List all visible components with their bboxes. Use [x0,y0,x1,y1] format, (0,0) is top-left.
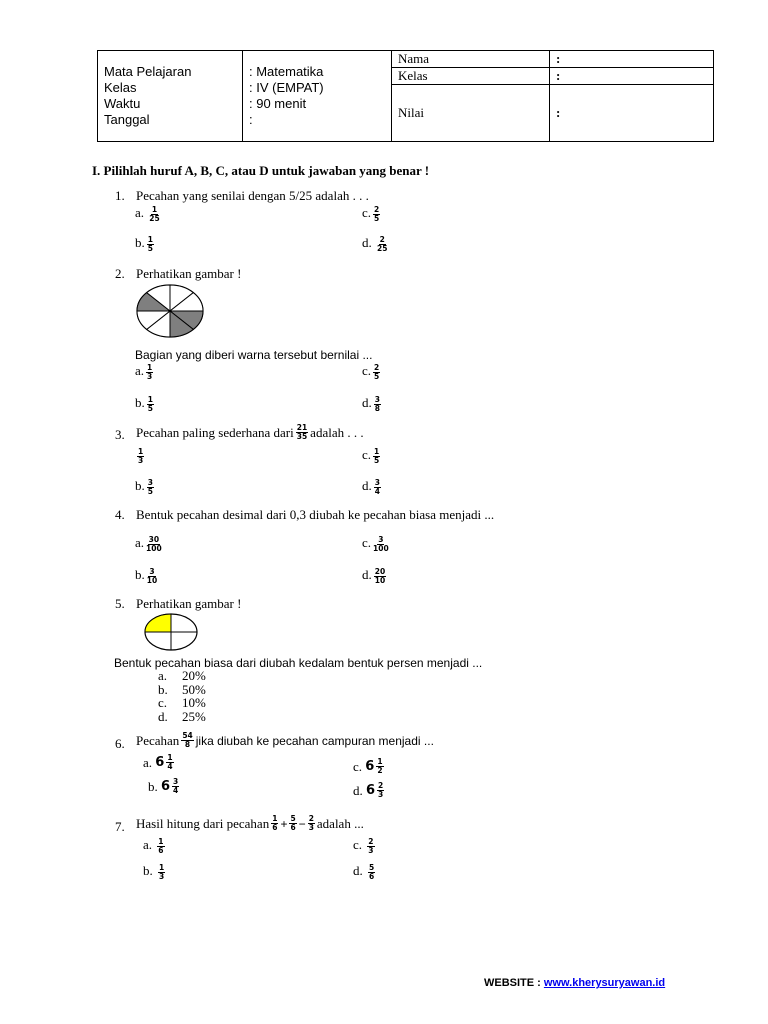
q5-b-label: b. [158,681,168,697]
q6-frac-den: 8 [184,740,191,749]
q6-frac-num: 54 [182,731,193,740]
q3-d-den: 4 [374,486,380,496]
q7-text-post: adalah ... [316,815,364,831]
q5-option-d[interactable] [158,710,206,724]
q2-circle-figure [134,283,206,339]
q5-option-a[interactable] [158,669,206,683]
q3-frac-den: 35 [296,432,308,441]
q4-c-den: 100 [373,543,389,553]
q1-c-num: 2 [374,204,380,214]
q7-e3-den: 3 [308,823,314,832]
q7-a-den: 6 [158,845,164,855]
q1-b-label: b. [135,235,145,250]
section-title: I. Pilihlah huruf A, B, C, atau D untuk jawaban yang benar ! [92,163,430,178]
q5-option-b[interactable] [158,683,206,697]
q2-c-den: 5 [374,371,380,381]
q1-d-den: 25 [377,243,388,253]
q6-a-den: 4 [167,762,173,771]
q7-d-den: 6 [369,871,375,881]
nama-field[interactable]: : [550,51,714,68]
q7-d-num: 5 [369,862,375,872]
q2-number: 2. [115,266,125,281]
q7-a-num: 1 [158,836,164,846]
q4-a-den: 100 [146,543,162,553]
q7-b-den: 3 [159,871,165,881]
footer [484,977,665,989]
q2-a-num: 1 [147,362,153,372]
q4-d-num: 20 [374,566,386,576]
q6-b-num: 3 [173,777,179,786]
q5-option-c[interactable] [158,696,206,710]
q5-text2: Bentuk pecahan biasa dari diubah kedalam bentuk persen menjadi ... [114,656,483,670]
q3-a-den: 3 [138,455,144,465]
q7-e2-den: 6 [290,823,296,832]
q1-c-den: 5 [374,213,380,223]
q7-e1-num: 1 [272,814,278,823]
q5-options [158,669,206,723]
q6-b-label: b. [148,778,158,794]
label-waktu: Waktu [104,96,141,111]
q7-text-pre: Hasil hitung dari pecahan [136,815,270,831]
q5-c-value: 10% [182,695,206,710]
q6-c-num: 1 [377,757,383,766]
q4-option-a[interactable] [135,535,164,553]
q2-option-c[interactable] [362,363,382,381]
q4-a-num: 30 [148,534,160,544]
q7-b-label: b. [143,863,153,878]
q2-d-label: d. [362,395,372,410]
q7-number: 7. [115,819,125,834]
q7-option-a[interactable] [143,837,167,855]
value-waktu: : 90 menit [249,96,307,111]
q4-d-den: 10 [374,575,386,585]
kelas-field[interactable]: : [550,68,714,85]
q3-option-b[interactable] [135,478,156,496]
q6-number: 6. [115,736,125,751]
q2-a-label: a. [135,363,145,378]
q3-number: 3. [115,427,125,442]
q1-text: Pecahan yang senilai dengan 5/25 adalah . . . [136,188,369,203]
q6-option-d[interactable] [353,782,386,799]
value-kelas: : IV (EMPAT) [249,80,324,95]
q4-b-num: 3 [149,566,155,576]
q6-option-a[interactable] [143,754,176,771]
q7-e3-num: 2 [308,814,314,823]
q3-frac-num: 21 [296,423,308,432]
q7-op1: + [280,816,288,831]
q5-yellow-quarter [145,614,171,632]
q6-c-label: c. [353,758,363,774]
footer-label: WEBSITE : [484,977,544,989]
q7-c-den: 3 [368,845,374,855]
q2-d-num: 3 [374,394,380,404]
value-mata-pelajaran: : Matematika [249,64,324,79]
q2-option-b[interactable] [135,395,156,413]
q3-text-post: adalah . . . [310,424,364,440]
q3-option-c[interactable] [362,447,382,465]
q7-d-label: d. [353,863,363,878]
q2-text2: Bagian yang diberi warna tersebut bernilai ... [135,348,373,362]
q3-d-num: 3 [374,477,380,487]
q1-b-den: 5 [147,243,153,253]
subject-values [243,51,392,142]
q6-c-whole: 6 [365,759,375,774]
q7-c-label: c. [353,837,363,852]
q4-number: 4. [115,507,125,522]
q1-option-d[interactable] [362,235,389,253]
q7-c-num: 2 [368,836,374,846]
q1-d-label: d. [362,235,372,250]
q7-e1-den: 6 [272,823,278,832]
q2-a-den: 3 [147,371,153,381]
q6-a-label: a. [143,754,153,770]
q6-question [136,732,434,749]
label-mata-pelajaran: Mata Pelajaran [104,64,192,79]
q6-a-num: 1 [167,753,173,762]
q4-text: Bentuk pecahan desimal dari 0,3 diubah ke pecahan biasa menjadi ... [136,507,495,522]
q6-option-b[interactable] [148,778,181,795]
q2-b-den: 5 [147,403,153,413]
q3-c-num: 1 [374,446,380,456]
q3-b-label: b. [135,478,145,493]
q6-d-label: d. [353,782,363,798]
q2-c-num: 2 [374,362,380,372]
q1-a-num: 1 [151,204,158,214]
q3-b-num: 3 [147,477,153,487]
q6-b-den: 4 [173,786,179,795]
q1-option-a[interactable] [135,205,162,223]
q5-b-value: 50% [182,681,206,697]
q1-b-num: 1 [147,234,153,244]
q4-d-label: d. [362,567,372,582]
q2-c-label: c. [362,363,372,378]
q7-b-num: 1 [159,862,165,872]
q3-c-den: 5 [374,455,380,465]
q2-d-den: 8 [374,403,380,413]
q1-c-label: c. [362,205,372,220]
q6-a-whole: 6 [155,755,165,770]
q3-question [136,424,364,441]
q5-circle-figure [143,612,199,652]
q5-text: Perhatikan gambar ! [136,596,242,611]
value-tanggal: : [249,112,253,127]
q3-d-label: d. [362,478,372,493]
nilai-field[interactable]: : [550,85,714,142]
q5-a-value: 20% [182,668,206,683]
q6-text-pre: Pecahan [136,732,180,748]
q4-b-den: 10 [146,575,158,585]
q4-option-c[interactable] [362,535,391,553]
website-link[interactable]: www.kherysuryawan.id [543,977,666,989]
q6-c-den: 2 [377,766,383,775]
q7-op2: − [298,816,306,831]
label-nilai: Nilai [392,85,550,142]
q6-d-den: 3 [378,790,384,799]
q7-option-b[interactable] [143,863,167,881]
q7-e2-num: 5 [290,814,296,823]
q5-d-label: d. [158,708,168,724]
q7-question [136,815,364,832]
q1-option-c[interactable] [362,205,382,223]
label-kelas-right: Kelas [392,68,550,85]
header-table [97,50,714,142]
q3-c-label: c. [362,447,372,462]
q3-b-den: 5 [147,486,153,496]
q4-c-num: 3 [378,534,384,544]
q2-option-a[interactable] [135,363,155,381]
q7-a-label: a. [143,837,153,852]
q1-a-label: a. [135,205,145,220]
q6-text-post: jika diubah ke pecahan campuran menjadi ... [195,733,434,748]
q6-d-num: 2 [378,781,384,790]
q1-d-num: 2 [379,234,385,244]
q7-option-c[interactable] [353,837,377,855]
q6-d-whole: 6 [366,783,376,798]
label-kelas: Kelas [104,80,137,95]
q5-a-label: a. [158,668,168,683]
q5-d-value: 25% [182,708,206,724]
q1-a-den: 25 [149,213,160,223]
label-tanggal: Tanggal [104,112,150,127]
q4-c-label: c. [362,535,372,550]
q6-option-c[interactable] [353,758,386,775]
q5-c-label: c. [158,695,168,710]
q1-number: 1. [115,188,125,203]
q3-a-num: 1 [138,446,144,456]
q5-number: 5. [115,596,125,611]
q2-option-d[interactable] [362,395,383,413]
q2-text: Perhatikan gambar ! [136,266,242,281]
q4-option-b[interactable] [135,567,159,585]
q3-option-d[interactable] [362,478,383,496]
label-nama: Nama [392,51,550,68]
q6-b-whole: 6 [161,779,171,794]
subject-labels [98,51,243,142]
q2-b-label: b. [135,395,145,410]
q4-option-d[interactable] [362,567,388,585]
q2-b-num: 1 [147,394,153,404]
q3-option-a[interactable] [135,447,146,465]
q3-text-pre: Pecahan paling sederhana dari [136,424,294,440]
q4-b-label: b. [135,567,145,582]
q1-option-b[interactable] [135,235,156,253]
q4-a-label: a. [135,535,145,550]
q7-option-d[interactable] [353,863,377,881]
